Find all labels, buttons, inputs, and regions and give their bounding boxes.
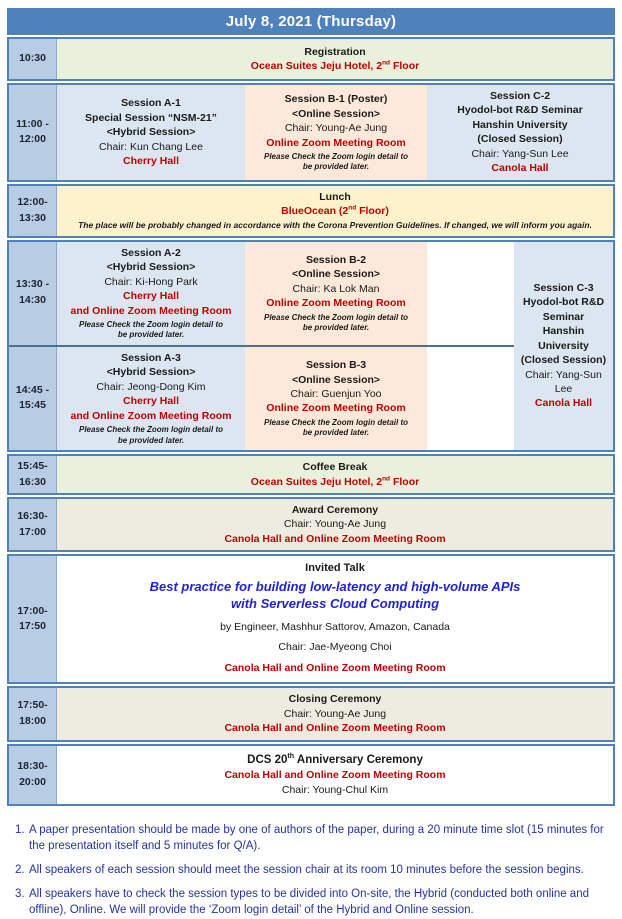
- session-type: (Closed Session): [520, 354, 607, 367]
- invited-chair: Chair: Jae-Myeong Choi: [278, 641, 392, 654]
- footnote-text: All speakers have to check the session types to be divided into On-site, the Hybrid (conducted both online and offline), Online. We will provide the ‘Zoom login detail’ of the Hybrid and Online session.: [29, 887, 589, 917]
- session-type: <Online Session>: [291, 268, 381, 281]
- ordinal-superscript: nd: [382, 475, 391, 482]
- session-venue: Online Zoom Meeting Room: [266, 297, 406, 310]
- lunch-title: Lunch: [319, 190, 351, 203]
- session-org: Hanshin University: [472, 118, 568, 131]
- session-title: Session B-1 (Poster): [284, 93, 388, 106]
- time-text: 13:30: [19, 211, 46, 224]
- slot3-subrow: [9, 347, 514, 450]
- session-c2-cell: [427, 85, 613, 180]
- session-venue: Cherry Hall: [122, 290, 180, 303]
- session-subtitle: Special Session “NSM-21”: [85, 111, 217, 124]
- session-type: (Closed Session): [477, 133, 563, 146]
- registration-title: Registration: [304, 45, 366, 58]
- registration-row: [7, 37, 615, 81]
- closing-title: Closing Ceremony: [288, 693, 382, 706]
- ordinal-superscript: nd: [382, 59, 391, 67]
- slot3-time: [9, 347, 57, 450]
- footnote-number: 1.: [15, 823, 25, 836]
- lunch-location: [281, 204, 389, 218]
- dcs-title-text: DCS 20: [247, 753, 288, 766]
- session-b1-cell: [245, 85, 427, 180]
- dcs-title: [247, 752, 423, 769]
- lunch-cell: [57, 186, 613, 236]
- session-title: Session A-2: [121, 246, 181, 259]
- session-title: Session B-3: [305, 359, 367, 372]
- dcs-title-suffix: Anniversary Ceremony: [294, 753, 423, 766]
- session-type: <Online Session>: [291, 107, 381, 120]
- invited-time: [9, 556, 57, 682]
- session-venue: Canola Hall: [491, 162, 549, 175]
- time-text: 14:45 -: [15, 383, 50, 396]
- invited-title: Invited Talk: [305, 562, 365, 575]
- closing-time: [9, 688, 57, 739]
- time-text: 20:00: [19, 775, 46, 788]
- session-chair: Chair: Yang-Sun Lee: [525, 368, 602, 395]
- time-text: 12:00-: [17, 196, 48, 208]
- zoom-login-note: Please Check the Zoom login detail to be provided later.: [78, 320, 224, 340]
- session-subtitle: Hyodol-bot R&D Seminar: [457, 104, 583, 117]
- award-cell: [57, 499, 613, 550]
- footnote-2: [15, 862, 607, 879]
- time-text: 13:30 -: [15, 278, 50, 291]
- session-c3-cell: [514, 242, 613, 450]
- coffee-location: [251, 475, 419, 489]
- session-chair: Chair: Ki-Hong Park: [104, 275, 198, 288]
- session-b3-cell: [245, 347, 427, 450]
- talk-title-line1: Best practice for building low-latency and high-volume APIs: [149, 578, 521, 594]
- footnotes: [15, 822, 607, 919]
- award-chair: Chair: Young-Ae Jung: [283, 518, 387, 531]
- session-type: <Hybrid Session>: [106, 126, 196, 139]
- talk-title-line2: with Serverless Cloud Computing: [230, 596, 440, 612]
- ordinal-superscript: th: [287, 751, 295, 760]
- ordinal-superscript: nd: [348, 204, 357, 212]
- session-venue: Cherry Hall: [122, 395, 180, 408]
- coffee-cell: [57, 456, 613, 493]
- location-text: BlueOcean (2: [281, 205, 349, 218]
- location-text-suffix: Floor: [390, 60, 420, 72]
- closing-cell: [57, 688, 613, 739]
- session-title: Session C-2: [489, 90, 551, 102]
- time-text: 16:30: [19, 475, 46, 488]
- session-venue: Canola Hall: [534, 397, 593, 410]
- lunch-row: [7, 184, 615, 238]
- time-text: 14:30: [19, 294, 46, 307]
- session-title: Session C-3: [533, 281, 594, 294]
- coffee-break-row: [7, 454, 615, 495]
- registration-location: [251, 59, 419, 73]
- session-venue: Cherry Hall: [122, 155, 180, 168]
- time-text: 17:00-: [17, 604, 48, 617]
- session-type: <Online Session>: [291, 373, 381, 386]
- zoom-login-note: Please Check the Zoom login detail to be provided later.: [78, 425, 224, 445]
- session-venue: Online Zoom Meeting Room: [266, 402, 406, 415]
- zoom-login-note: Please Check the Zoom login detail to be provided later.: [263, 152, 409, 172]
- award-time: [9, 499, 57, 550]
- dcs-venue: Canola Hall and Online Zoom Meeting Room: [224, 769, 446, 782]
- session-chair: Chair: Guenjun Yoo: [290, 388, 382, 400]
- session-title: Session A-3: [121, 351, 181, 364]
- session-b2-cell: [245, 242, 427, 345]
- afternoon-sessions-row: [7, 240, 615, 452]
- footnote-3: [15, 886, 607, 919]
- location-text: Ocean Suites Jeju Hotel, 2: [250, 60, 383, 72]
- session-chair: Chair: Ka Lok Man: [292, 282, 380, 295]
- registration-time: [9, 39, 57, 79]
- dcs-chair: Chair: Young-Chul Kim: [281, 783, 389, 796]
- coffee-time: [9, 456, 57, 493]
- slot1-row: [7, 83, 615, 182]
- location-text-suffix: Floor: [390, 475, 420, 488]
- registration-cell: [57, 39, 613, 79]
- time-text: 11:00 -: [16, 117, 49, 130]
- time-text: 17:50: [19, 620, 46, 633]
- footnote-number: 2.: [15, 863, 25, 876]
- session-org: Hanshin University: [538, 325, 589, 352]
- location-text-suffix: Floor): [356, 205, 389, 218]
- dcs-time: [9, 746, 57, 804]
- award-title: Award Ceremony: [291, 504, 379, 516]
- session-subtitle: Hyodol-bot R&D Seminar: [522, 296, 605, 323]
- slot2-time: [9, 242, 57, 345]
- time-text: 18:00: [19, 714, 46, 727]
- footnote-text: All speakers of each session should meet the session chair at its room 10 minutes before the session begins.: [29, 863, 584, 876]
- invited-talk-row: [7, 554, 615, 684]
- footnote-1: [15, 822, 607, 855]
- session-title: Session A-1: [121, 97, 181, 110]
- time-text: 12:00: [19, 133, 46, 146]
- afternoon-left-stack: [9, 242, 514, 450]
- time-text: 17:00: [19, 525, 46, 538]
- time-text: 10:30: [19, 52, 46, 65]
- date-title: July 8, 2021 (Thursday): [225, 13, 397, 30]
- session-chair: Chair: Kun Chang Lee: [99, 140, 203, 153]
- session-a1-cell: [57, 85, 245, 180]
- zoom-login-note: Please Check the Zoom login detail to be provided later.: [263, 417, 409, 438]
- time-text: 16:30-: [17, 509, 48, 522]
- footnote-text: A paper presentation should be made by one of authors of the paper, during a 20 minute time slot (15 minutes for the presentation itself and 5 minutes for Q/A).: [29, 823, 604, 853]
- closing-ceremony-row: [7, 686, 615, 741]
- slot2-subrow: [9, 242, 514, 347]
- zoom-login-note: Please Check the Zoom login detail to be provided later.: [263, 312, 409, 333]
- time-text: 15:45: [19, 399, 46, 412]
- session-chair: Chair: Yang-Sun Lee: [471, 147, 569, 160]
- lunch-note: The place will be probably changed in accordance with the Corona Prevention Guidelines. If changed, we will inform you again.: [78, 219, 592, 230]
- closing-chair: Chair: Young-Ae Jung: [283, 707, 387, 720]
- time-text: 15:45-: [17, 459, 48, 472]
- date-header: [7, 8, 615, 35]
- invited-cell: [57, 556, 613, 682]
- dcs-anniversary-row: [7, 744, 615, 806]
- invited-venue: Canola Hall and Online Zoom Meeting Room: [224, 661, 446, 674]
- time-text: 17:50-: [17, 699, 48, 712]
- invited-speaker: by Engineer, Mashhur Sattorov, Amazon, Canada: [220, 620, 450, 633]
- session-chair: Chair: Jeong-Dong Kim: [96, 380, 206, 393]
- session-type: <Hybrid Session>: [106, 366, 196, 379]
- footnote-number: 3.: [15, 887, 25, 900]
- session-venue: Online Zoom Meeting Room: [266, 136, 406, 149]
- lunch-time: [9, 186, 57, 236]
- session-venue-online: and Online Zoom Meeting Room: [70, 409, 232, 422]
- award-ceremony-row: [7, 497, 615, 552]
- slot1-time: [9, 85, 57, 180]
- session-venue-online: and Online Zoom Meeting Room: [70, 304, 232, 317]
- coffee-title: Coffee Break: [302, 461, 368, 474]
- session-chair: Chair: Young-Ae Jung: [284, 122, 388, 135]
- location-text: Ocean Suites Jeju Hotel, 2: [250, 475, 383, 488]
- session-type: <Hybrid Session>: [106, 261, 196, 274]
- session-a2-cell: [57, 242, 245, 345]
- closing-venue: Canola Hall and Online Zoom Meeting Room: [224, 722, 446, 735]
- session-title: Session B-2: [305, 253, 367, 266]
- time-text: 18:30-: [17, 759, 48, 772]
- session-a3-cell: [57, 347, 245, 450]
- award-venue: Canola Hall and Online Zoom Meeting Room: [224, 532, 446, 545]
- dcs-cell: [57, 746, 613, 804]
